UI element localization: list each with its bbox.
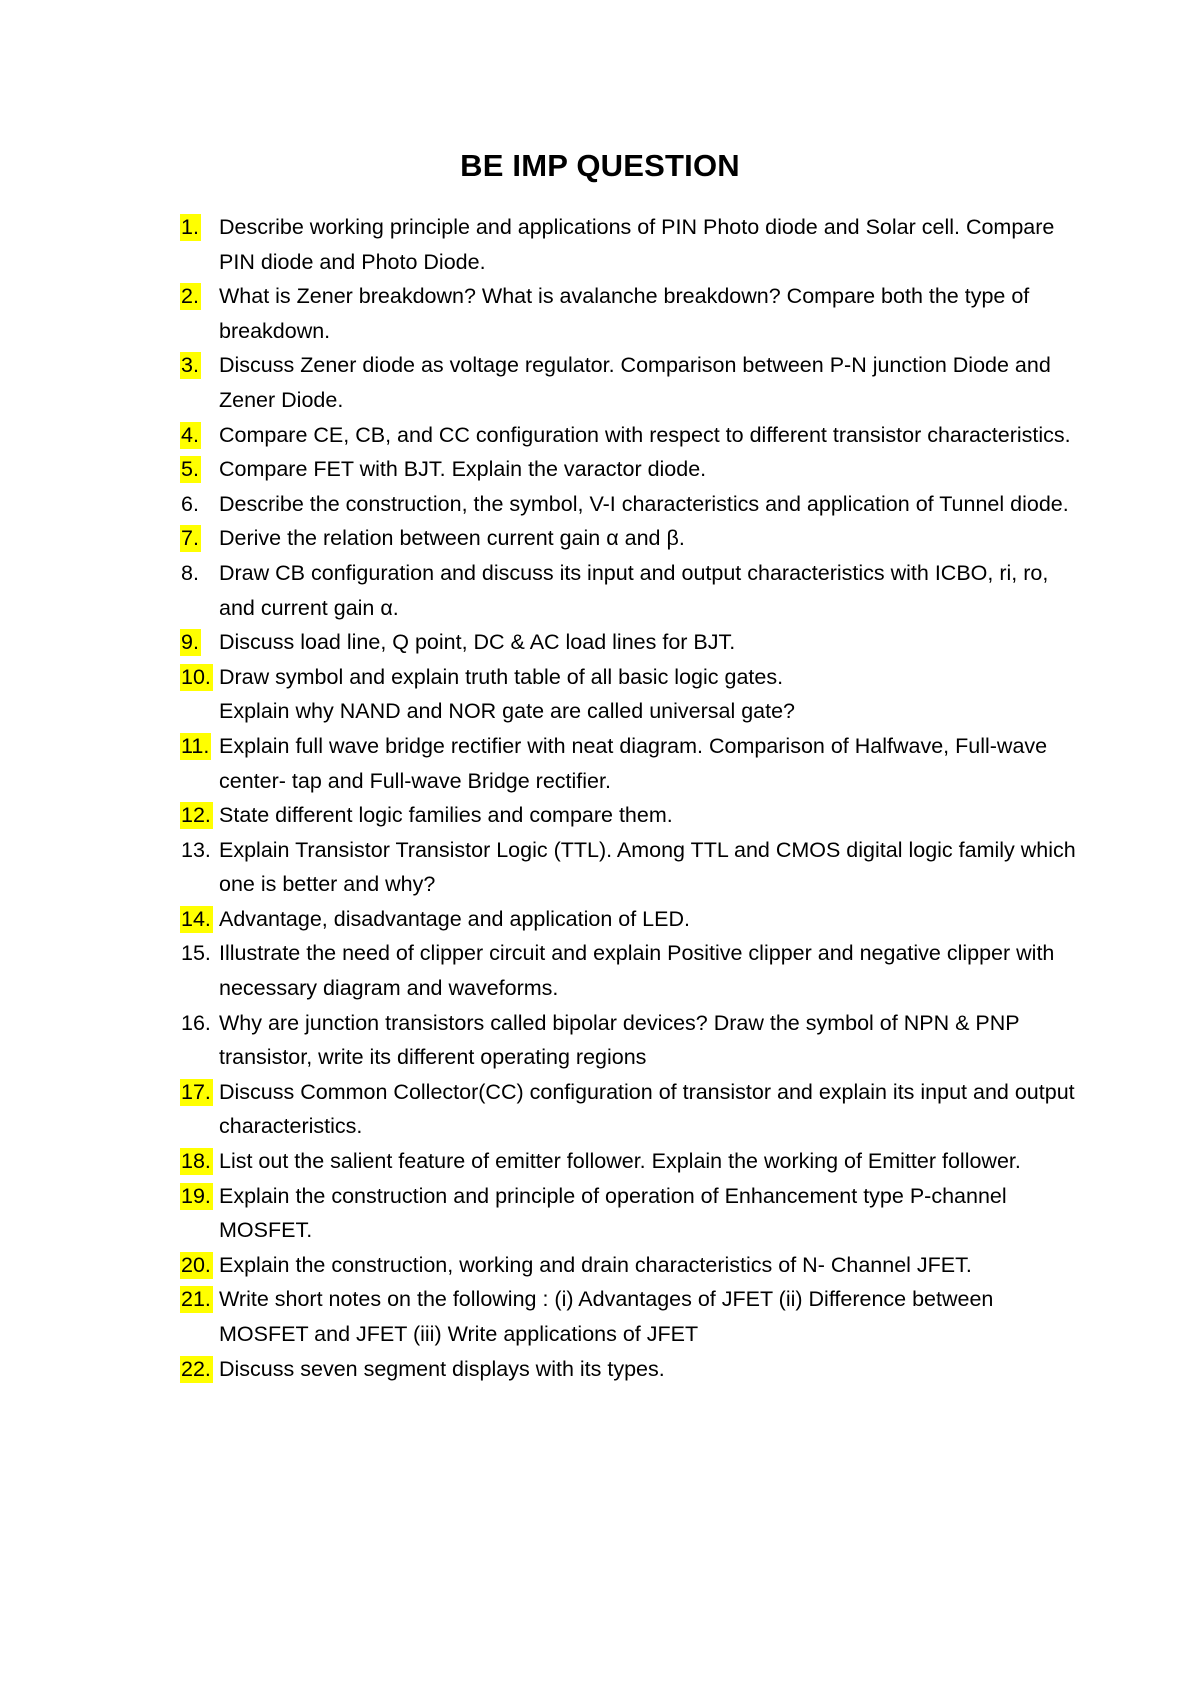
question-number: 6. — [181, 491, 199, 516]
question-text: Compare CE, CB, and CC configuration with respect to different transistor characteristics. — [219, 422, 1071, 447]
question-number: 11. — [181, 733, 210, 758]
question-item — [180, 1006, 1080, 1075]
question-number: 13. — [181, 837, 211, 862]
question-item — [180, 210, 1080, 279]
question-text: Explain the construction and principle of operation of Enhancement type P-channel MOSFET. — [219, 1183, 1007, 1243]
question-number: 12. — [181, 803, 211, 828]
question-text: Compare FET with BJT. Explain the varactor diode. — [219, 457, 707, 482]
question-number: 14. — [181, 906, 211, 931]
question-item — [180, 625, 1080, 660]
question-item — [180, 279, 1080, 348]
question-number: 22. — [181, 1356, 211, 1381]
question-item — [180, 833, 1080, 902]
question-number: 20. — [181, 1252, 211, 1277]
question-number: 18. — [181, 1149, 211, 1174]
question-text: Discuss Common Collector(CC) configuration of transistor and explain its input and output characteristics. — [219, 1079, 1075, 1139]
question-item — [180, 487, 1080, 522]
question-text: Discuss seven segment displays with its types. — [219, 1356, 665, 1381]
question-number: 10. — [181, 664, 211, 689]
question-number: 15. — [181, 941, 211, 966]
question-text: Draw CB configuration and discuss its input and output characteristics with ICBO, ri, ro, and current gain α. — [219, 560, 1049, 620]
question-text: Describe working principle and applications of PIN Photo diode and Solar cell. Compare PIN diode and Photo Diode. — [219, 215, 1055, 274]
question-item — [180, 1179, 1080, 1248]
question-text: List out the salient feature of emitter follower. Explain the working of Emitter follower. — [219, 1149, 1021, 1174]
question-item — [180, 418, 1080, 453]
question-list — [180, 210, 1080, 1386]
question-text: Describe the construction, the symbol, V-I characteristics and application of Tunnel diode. — [219, 491, 1069, 516]
question-item — [180, 521, 1080, 556]
question-item — [180, 936, 1080, 1005]
question-item — [180, 729, 1080, 798]
question-text: Write short notes on the following : (i) Advantages of JFET (ii) Difference between MOSFET and JFET (iii) Write applications of JFET — [219, 1287, 994, 1346]
question-number: 16. — [181, 1010, 211, 1035]
question-text: Draw symbol and explain truth table of all basic logic gates. — [219, 664, 784, 689]
question-item — [180, 798, 1080, 833]
question-number: 21. — [181, 1287, 211, 1312]
question-number: 17. — [181, 1079, 211, 1104]
question-text: Advantage, disadvantage and application of LED. — [219, 906, 690, 931]
question-number: 7. — [181, 526, 199, 551]
question-item — [180, 1352, 1080, 1387]
question-text-continued: Explain why NAND and NOR gate are called universal gate? — [219, 699, 796, 724]
question-item — [180, 1282, 1080, 1351]
question-item — [180, 902, 1080, 937]
question-number: 19. — [181, 1183, 211, 1208]
question-number: 2. — [181, 284, 199, 309]
question-number: 8. — [181, 560, 199, 585]
question-item — [180, 1144, 1080, 1179]
question-item — [180, 1075, 1080, 1144]
question-text: Discuss load line, Q point, DC & AC load lines for BJT. — [219, 630, 736, 655]
question-item — [180, 660, 1080, 729]
question-number: 5. — [181, 457, 199, 482]
question-item — [180, 1248, 1080, 1283]
question-number: 4. — [181, 422, 199, 447]
question-text: Discuss Zener diode as voltage regulator. Comparison between P-N junction Diode and Zener Diode. — [219, 353, 1051, 412]
question-item — [180, 556, 1080, 625]
question-number: 3. — [181, 353, 199, 378]
question-item — [180, 348, 1080, 417]
question-text: What is Zener breakdown? What is avalanche breakdown? Compare both the type of breakdown. — [219, 284, 1030, 343]
question-item — [180, 452, 1080, 487]
question-text: Why are junction transistors called bipolar devices? Draw the symbol of NPN & PNP transistor, write its different operating regions — [219, 1010, 1020, 1070]
document-title: BE IMP QUESTION — [460, 148, 740, 183]
question-text: Illustrate the need of clipper circuit and explain Positive clipper and negative clipper with necessary diagram and waveforms. — [219, 941, 1055, 1001]
question-text: Explain full wave bridge rectifier with neat diagram. Comparison of Halfwave, Full-wave center- tap and Full-wave Bridge rectifier. — [219, 733, 1048, 793]
question-text: Derive the relation between current gain α and β. — [219, 526, 685, 551]
question-text: Explain Transistor Transistor Logic (TTL). Among TTL and CMOS digital logic family which one is better and why? — [219, 837, 1076, 897]
question-text: Explain the construction, working and drain characteristics of N- Channel JFET. — [219, 1252, 972, 1277]
question-number: 9. — [181, 630, 199, 655]
question-text: State different logic families and compare them. — [219, 803, 673, 828]
question-number: 1. — [181, 215, 199, 239]
